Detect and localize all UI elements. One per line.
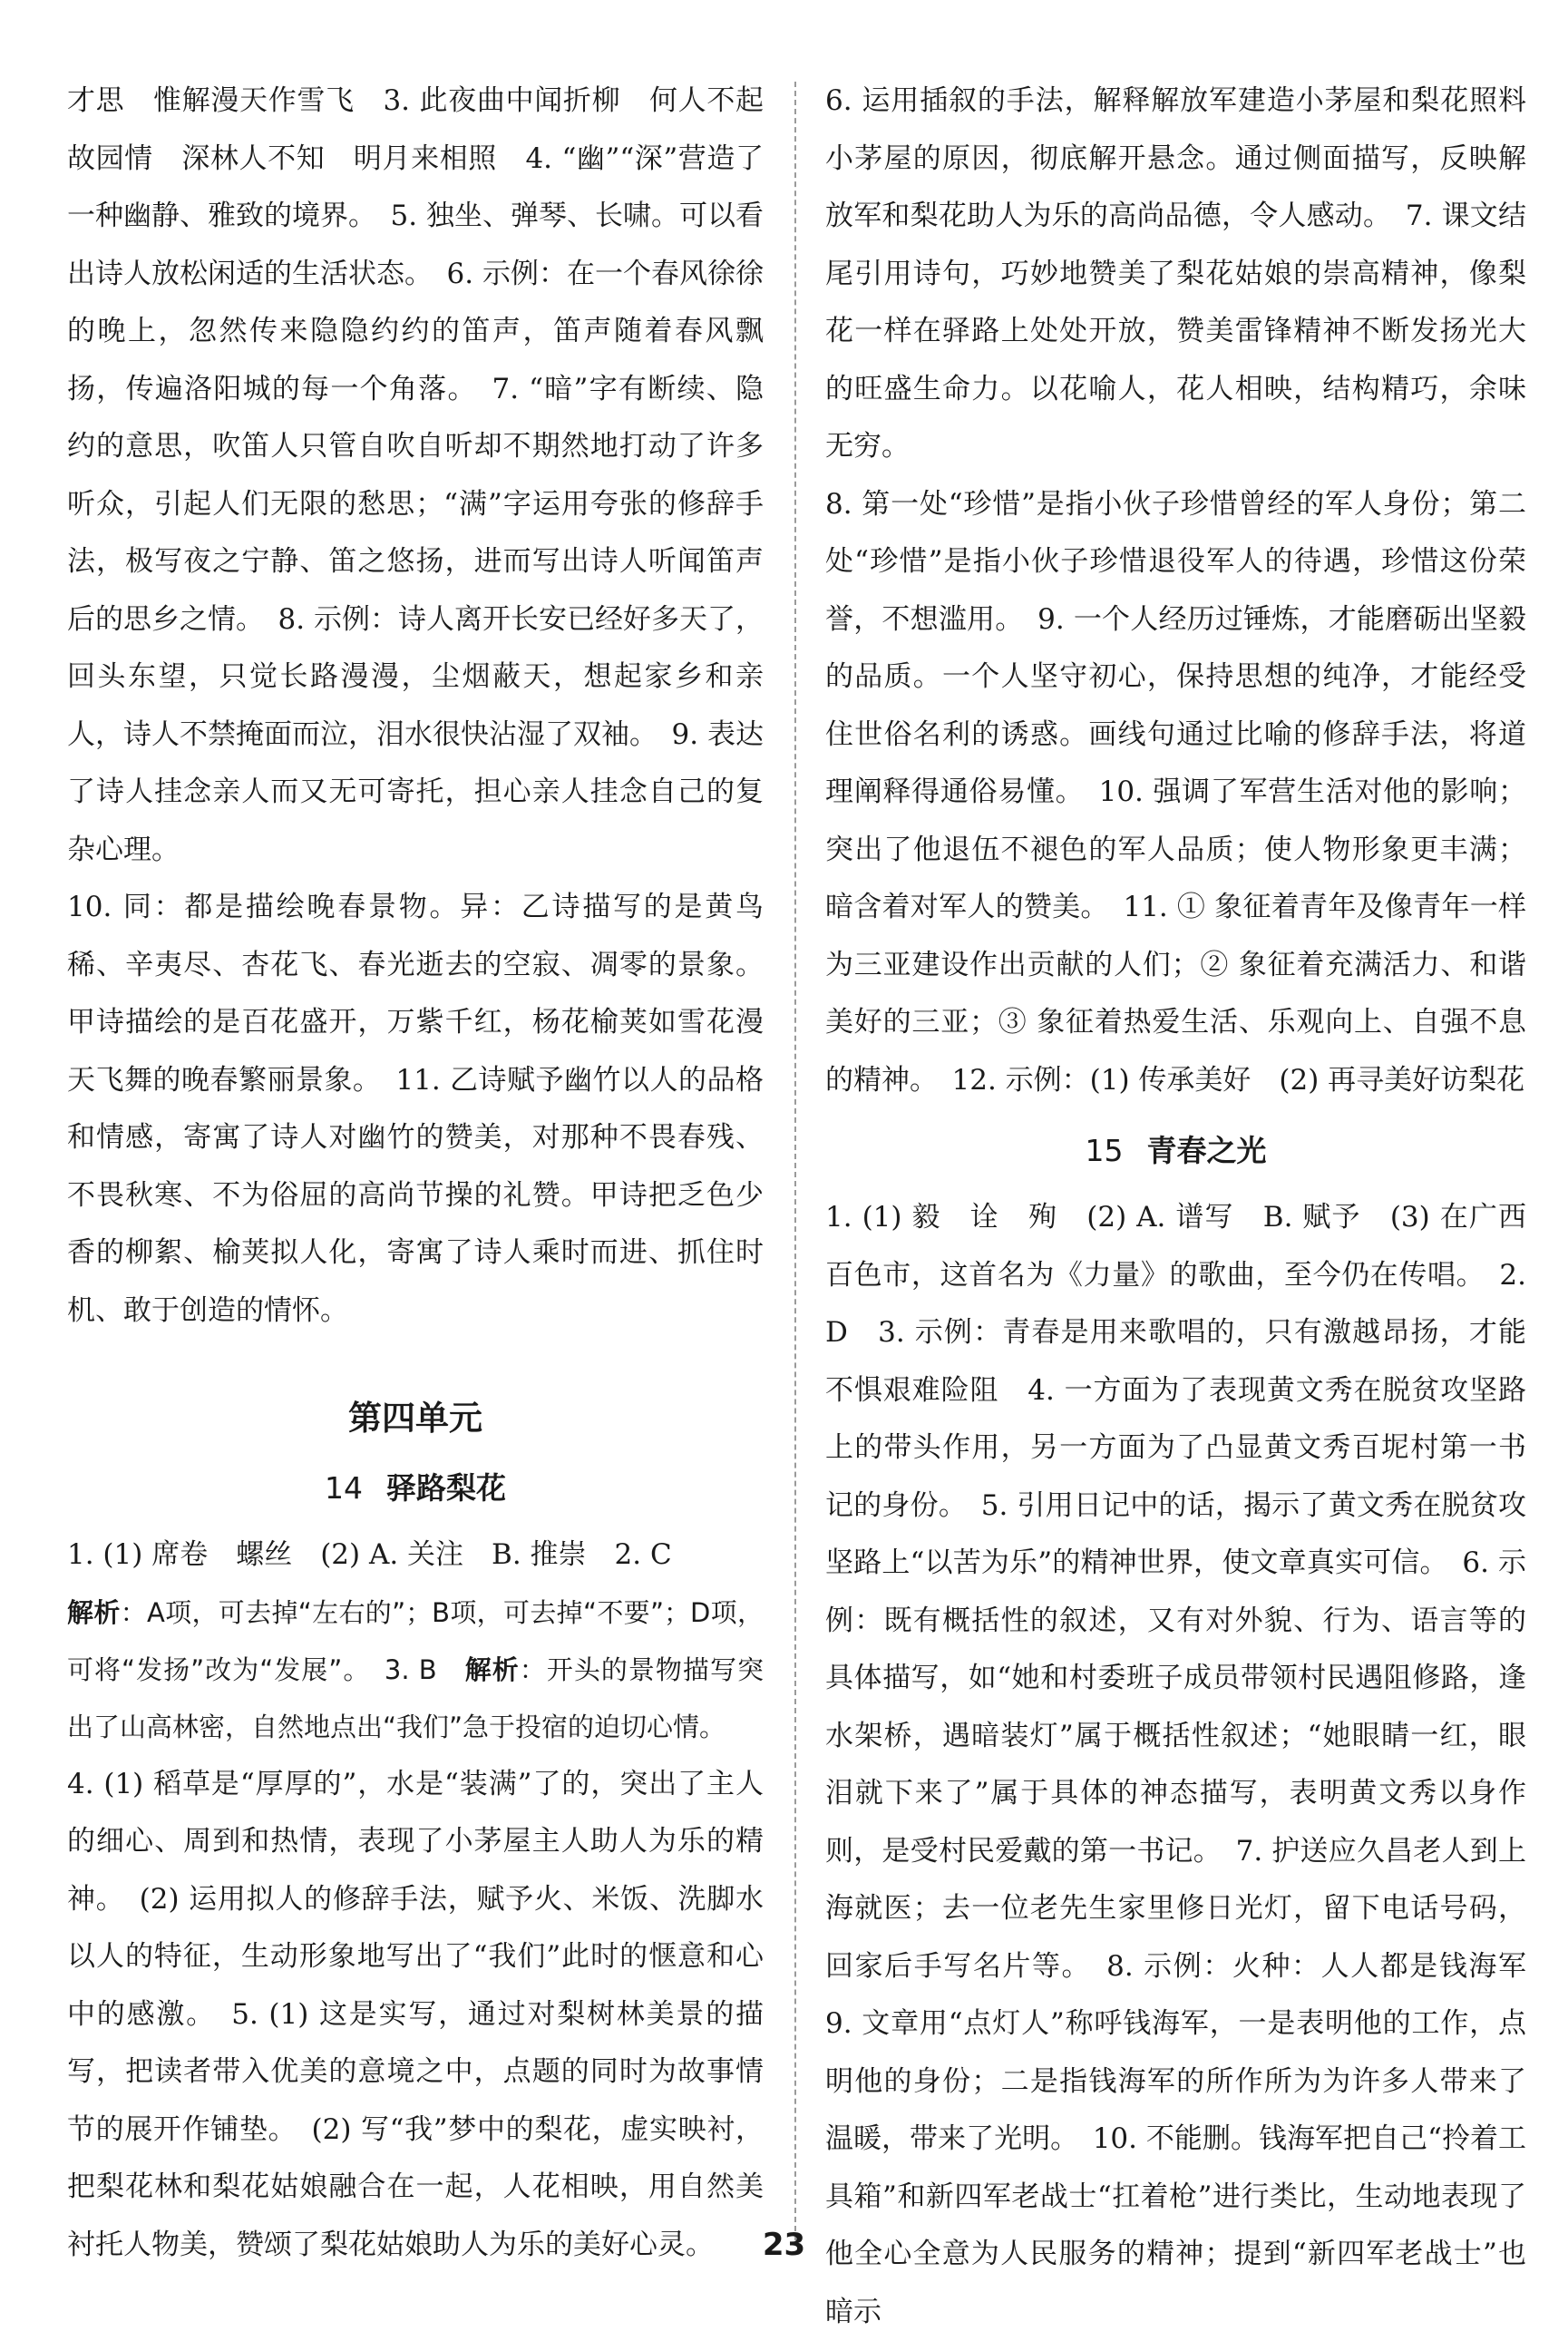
analysis-block: [67, 1585, 764, 1756]
column-divider: [794, 82, 796, 2240]
right-column: [825, 73, 1554, 2341]
lesson-name: 青春之光: [1146, 1133, 1267, 1168]
answer-paragraph: 10. 同：都是描绘晚春景物。异：乙诗描写的是黄鸟稀、辛夷尽、杏花飞、春光逝去的空寂、凋零的景象。甲诗描绘的是百花盛开，万紫千红，杨花榆荚如雪花漫天飞舞的晚春繁丽景象。 11. 乙诗赋予幽竹以人的品格和情感，寄寓了诗人对幽竹的赞美，对那种不畏春残、不畏秋寒、不为俗屈的高尚节操的礼赞。甲诗把乏色少香的柳絮、榆荚拟人化，寄寓了诗人乘时而进、抓住时机、敢于创造的情怀。: [67, 891, 764, 1327]
analysis-label: 解析: [67, 1596, 121, 1628]
lesson-title: [825, 1122, 1526, 1180]
answer-paragraph: 8. 第一处“珍惜”是指小伙子珍惜曾经的军人身份；第二处“珍惜”是指小伙子珍惜退役军人的待遇，珍惜这份荣誉，不想滥用。 9. 一个人经历过锤炼，才能磨砺出坚毅的品质。一个人坚守初心，保持思想的纯净，才能经受住世俗名利的诱惑。画线句通过比喻的修辞手法，将道理阐释得通俗易懂。 10. 强调了军营生活对他的影响；突出了他退伍不褪色的军人品质；使人物形象更丰满；暗含着对军人的赞美。 11. ① 象征着青年及像青年一样为三亚建设作出贡献的人们；② 象征着充满活力、和谐美好的三亚；③ 象征着热爱生活、乐观向上、自强不息的精神。 12. 示例：(1) 传承美好 (2) 再寻美好访梨花: [825, 487, 1526, 1097]
left-column: [67, 73, 764, 2274]
answer-paragraph: 6. 运用插叙的手法，解释解放军建造小茅屋和梨花照料小茅屋的原因，彻底解开悬念。通过侧面描写，反映解放军和梨花助人为乐的高尚品德，令人感动。 7. 课文结尾引用诗句，巧妙地赞美了梨花姑娘的崇高精神，像梨花一样在驿路上处处开放，赞美雷锋精神不断发扬光大的旺盛生命力。以花喻人，花人相映，结构精巧，余味无穷。: [825, 84, 1526, 463]
answer-paragraph: 1. (1) 毅 诠 殉 (2) A. 谱写 B. 赋予 (3) 在广西百色市，这首名为《力量》的歌曲，至今仍在传唱。 2. D 3. 示例：青春是用来歌唱的，只有激越昂扬，才能不惧艰难险阻 4. 一方面为了表现黄文秀在脱贫攻坚路上的带头作用，另一方面为了凸显黄文秀百坭村第一书记的身份。 5. 引用日记中的话，揭示了黄文秀在脱贫攻坚路上“以苦为乐”的精神世界，使文章真实可信。 6. 示例：既有概括性的叙述，又有对外貌、行为、语言等的具体描写，如“她和村委班子成员带领村民遇阻修路，逢水架桥，遇暗装灯”属于概括性叙述；“她眼睛一红，眼泪就下来了”属于具体的神态描写，表明黄文秀以身作则，是受村民爱戴的第一书记。 7. 护送应久昌老人到上海就医；去一位老先生家里修日光灯，留下电话号码，回家后手写名片等。 8. 示例：火种：人人都是钱海军 9. 文章用“点灯人”称呼钱海军，一是表明他的工作，点明他的身份；二是指钱海军的所作所为为许多人带来了温暖，带来了光明。 10. 不能删。钱海军把自己“拎着工具箱”和新四军老战士“扛着枪”进行类比，生动地表现了他全心全意为人民服务的精神；提到“新四军老战士”也暗示: [825, 1201, 1554, 2328]
lesson-name: 驿路梨花: [386, 1470, 506, 1506]
lesson-number: 14: [325, 1470, 363, 1506]
answer-paragraph: 才思 惟解漫天作雪飞 3. 此夜曲中闻折柳 何人不起故园情 深林人不知 明月来相照 4. “幽”“深”营造了一种幽静、雅致的境界。 5. 独坐、弹琴、长啸。可以看出诗人放松闲适的生活状态。 6. 示例：在一个春风徐徐的晚上，忽然传来隐隐约约的笛声，笛声随着春风飘扬，传遍洛阳城的每一个角落。 7. “暗”字有断续、隐约的意思，吹笛人只管自吹自听却不期然地打动了许多听众，引起人们无限的愁思；“满”字运用夸张的修辞手法，极写夜之宁静、笛之悠扬，进而写出诗人听闻笛声后的思乡之情。 8. 示例：诗人离开长安已经好多天了，回头东望，只觉长路漫漫，尘烟蔽天，想起家乡和亲人，诗人不禁掩面而泣，泪水很快沾湿了双袖。 9. 表达了诗人挂念亲人而又无可寄托，担心亲人挂念自己的复杂心理。: [67, 84, 764, 866]
lesson-title: [67, 1459, 764, 1517]
analysis-text: ：开头的景物描写突出了山高林密，自然地点出“我们”急于投宿的迫切心情。: [67, 1653, 764, 1742]
analysis-label: 解析: [464, 1653, 520, 1685]
lesson-number: 15: [1085, 1133, 1124, 1168]
unit-title: 第四单元: [348, 1399, 482, 1438]
answer-paragraph: 1. (1) 席卷 螺丝 (2) A. 关注 B. 推崇 2. C: [67, 1538, 672, 1571]
answer-paragraph: 4. (1) 稻草是“厚厚的”，水是“装满”了的，突出了主人的细心、周到和热情，表现了小茅屋主人助人为乐的精神。 (2) 运用拟人的修辞手法，赋予火、米饭、洗脚水以人的特征，生动形象地写出了“我们”此时的惬意和心中的感激。 5. (1) 这是实写，通过对梨树林美景的描写，把读者带入优美的意境之中，点题的同时为故事情节的展开作铺垫。 (2) 写“我”梦中的梨花，虚实映衬，把梨花林和梨花姑娘融合在一起，人花相映，用自然美衬托人物美，赞颂了梨花姑娘助人为乐的美好心灵。: [67, 1767, 764, 2261]
page-number: 23: [762, 2227, 806, 2263]
analysis-text: ：A项，可去掉“左右的”；B项，可去掉“不要”；D项，可将“发扬”改为“发展”。 3. B: [67, 1596, 764, 1685]
